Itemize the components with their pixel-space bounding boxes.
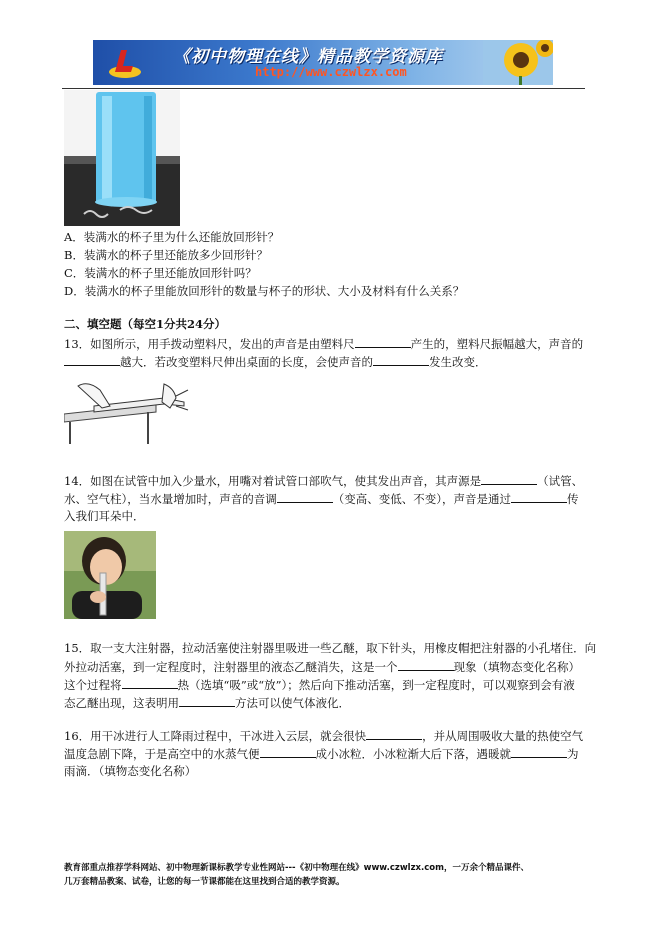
- q15-line2: [64, 659, 580, 675]
- q16-blank-3[interactable]: [511, 746, 567, 758]
- q15-text-3a: 这个过程将: [64, 678, 122, 692]
- q14-text-1a: 14．如图在试管中加入少量水，用嘴对着试管口部吹气，使其发出声音，其声源是: [64, 474, 482, 488]
- q16-text-1a: 16．用干冰进行人工降雨过程中，干冰进入云层，就会很快: [64, 729, 367, 743]
- q14-text-2b: （变高、变低、不变），声音是通过: [332, 492, 511, 506]
- q14-text-2a: 水、空气柱），当水量增加时，声音的音调: [64, 492, 277, 506]
- q13-blank-3[interactable]: [373, 354, 429, 366]
- q15-text-3b: 热（选填“吸”或“放”）；然后向下推动活塞，到一定程度时，可以观察到会有液: [177, 678, 575, 692]
- q16-blank-1[interactable]: [366, 728, 422, 740]
- q14-blank-1[interactable]: [481, 473, 537, 485]
- header-banner: [93, 40, 553, 85]
- option-a: A．装满水的杯子里为什么还能放回形针？: [64, 230, 280, 244]
- option-c: C．装满水的杯子里还能放回形针吗？: [64, 266, 257, 280]
- q15-line4: [64, 695, 350, 711]
- q14-line1: [64, 473, 583, 489]
- site-logo-icon: [107, 46, 143, 80]
- q13-text-2a: 越大．若改变塑料尺伸出桌面的长度，会使声音的: [120, 355, 373, 369]
- q15-text-4a: 态乙醚出现，这表明用: [64, 696, 179, 710]
- water-cup-figure: [64, 90, 180, 226]
- header-divider: [62, 88, 585, 89]
- sunflower-icon: [483, 40, 553, 85]
- q16-blank-2[interactable]: [260, 746, 316, 758]
- q14-text-2c: 传: [567, 492, 579, 506]
- option-d: D．装满水的杯子里能放回形针的数量与杯子的形状、大小及材料有什么关系？: [64, 284, 465, 298]
- footer-line1: 教育部重点推荐学科网站、初中物理新课标教学专业性网站---《初中物理在线》www.czwlzx.com，一万余个精品课件、: [64, 863, 529, 873]
- q15-blank-1[interactable]: [398, 659, 454, 671]
- q16-text-1b: ，并从周围吸收大量的热使空气: [422, 729, 584, 743]
- q13-text-1b: 产生的，塑料尺振幅越大，声音的: [410, 337, 584, 351]
- q15-line1: 15．取一支大注射器，拉动活塞使注射器里吸进一些乙醚，取下针头，用橡皮帽把注射器的小孔堵住．向: [64, 641, 597, 655]
- q15-blank-2[interactable]: [122, 677, 178, 689]
- q14-blank-2[interactable]: [277, 491, 333, 503]
- q13-line1: [64, 336, 583, 352]
- footer-line2: 几万套精品教案、试卷，让您的每一节课都能在这里找到合适的教学资源。: [64, 877, 345, 887]
- option-b: B．装满水的杯子里还能放多少回形针？: [64, 248, 268, 262]
- q15-blank-3[interactable]: [179, 695, 235, 707]
- q15-text-2b: 现象（填物态变化名称）: [453, 660, 580, 674]
- q13-text-1a: 13．如图所示，用手拨动塑料尺，发出的声音是由塑料尺: [64, 337, 355, 351]
- q14-line3: 入我们耳朵中．: [64, 509, 145, 523]
- ruler-table-figure: [64, 376, 190, 444]
- q14-blank-3[interactable]: [511, 491, 567, 503]
- q14-line2: [64, 491, 579, 507]
- q14-text-1b: （试管、: [537, 474, 584, 488]
- q13-blank-1[interactable]: [355, 336, 411, 348]
- q16-text-2a: 温度急剧下降，于是高空中的水蒸气便: [64, 747, 260, 761]
- q13-line2: [64, 354, 487, 370]
- girl-test-tube-figure: [64, 531, 156, 619]
- q15-text-2a: 外拉动活塞，到一定程度时，注射器里的液态乙醚消失，这是一个: [64, 660, 398, 674]
- q15-line3: [64, 677, 575, 693]
- header-url[interactable]: http://www.czwlzx.com: [255, 65, 407, 79]
- q16-line2: [64, 746, 579, 762]
- q16-line1: [64, 728, 583, 744]
- q13-text-2b: 发生改变．: [429, 355, 487, 369]
- q16-text-2c: 为: [567, 747, 579, 761]
- section-title: 二、填空题（每空1分共24分）: [64, 317, 227, 331]
- q15-text-4b: 方法可以使气体液化．: [235, 696, 350, 710]
- q16-text-2b: 成小冰粒．小冰粒渐大后下落，遇暖就: [315, 747, 511, 761]
- header-title: 《初中物理在线》精品教学资源库: [173, 47, 443, 67]
- q16-line3: 雨滴．（填物态变化名称）: [64, 764, 197, 778]
- q13-blank-2[interactable]: [64, 354, 120, 366]
